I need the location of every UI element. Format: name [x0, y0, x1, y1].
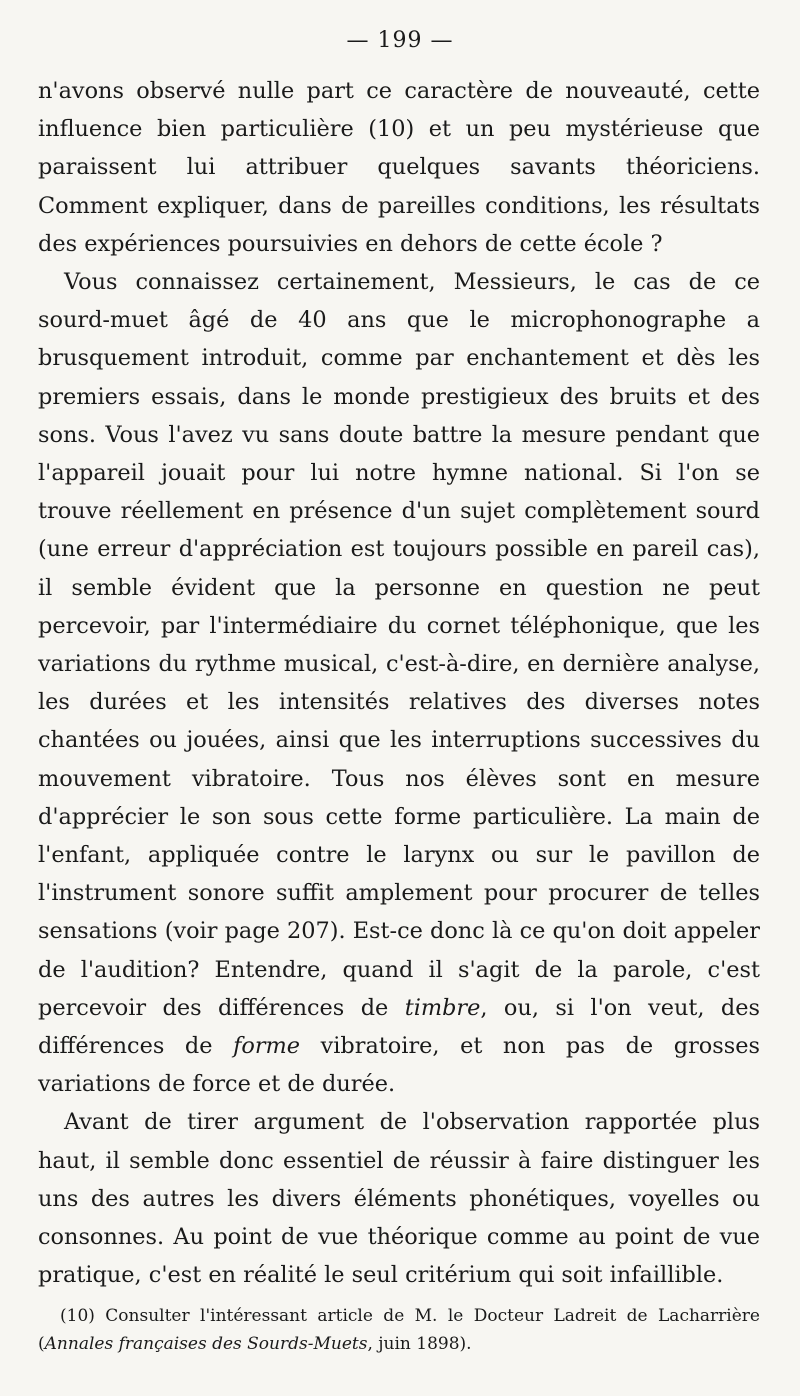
footnote [38, 1302, 760, 1358]
emphasis-forme: forme [233, 1033, 301, 1060]
paragraph-2-text-middle: , ou, si l'on veut, des différences de [38, 994, 760, 1060]
emphasis-timbre: timbre [404, 994, 481, 1021]
footnote-text-after: , juin 1898). [367, 1334, 472, 1354]
paragraph-2-text-before: Vous connaissez certainement, Messieurs, le cas de ce sourd-muet âgé de 40 ans que le microphonographe a brusquement introduit, comme par enchantement et dès les premiers essais, dans le monde prestigieux des bruits et des sons. Vous l'avez vu sans doute battre la mesure pendant que l'appareil jouait pour lui notre hymne national. Si l'on se trouve réellement en présence d'un sujet complètement sourd (une erreur d'appréciation est toujours possible en pareil cas), il semble évident que la personne en question ne peut percevoir, par l'intermédiaire du cornet téléphonique, que les variations du rythme musical, c'est-à-dire, en dernière analyse, les durées et les intensités relatives des diverses notes chantées ou jouées, ainsi que les interruptions successives du mouvement vibratoire. Tous nos élèves sont en mesure d'apprécier le son sous cette forme particulière. La main de l'enfant, appliquée contre le larynx ou sur le pavillon de l'instrument sonore suffit amplement pour procurer de telles sensations (voir page 207). Est-ce donc là ce qu'on doit appeler de l'audition? Entendre, quand il s'agit de la parole, c'est percevoir des différences de [38, 269, 760, 1021]
page-number: — 199 — [346, 28, 454, 53]
body-text [38, 72, 760, 1295]
paragraph-2-text-after: vibratoire, et non pas de grosses variations de force et de durée. [38, 1033, 760, 1098]
paragraph-1-text: n'avons observé nulle part ce caractère de nouveauté, cette influence bien particulière (10) et un peu mystérieuse que paraissent lui attribuer quelques savants théoriciens. Comment expliquer, dans de pareilles conditions, les résultats des expériences poursuivies en dehors de cette école ? [38, 78, 760, 257]
paragraph-3-text: Avant de tirer argument de l'observation rapportée plus haut, il semble donc essentiel de réussir à faire distinguer les uns des autres les divers éléments phonétiques, voyelles ou consonnes. Au point de vue théorique comme au point de vue pratique, c'est en réalité le seul critérium qui soit infaillible. [38, 1109, 760, 1289]
paragraph-2 [38, 263, 760, 1103]
footnote-text-before: (10) Consulter l'intéressant article de M. le Docteur Ladreit de Lacharrière ( [38, 1306, 760, 1354]
paragraph-3 [38, 1103, 760, 1294]
paragraph-1 [38, 72, 760, 263]
footnote-journal-title: Annales françaises des Sourds-Muets [44, 1334, 368, 1354]
